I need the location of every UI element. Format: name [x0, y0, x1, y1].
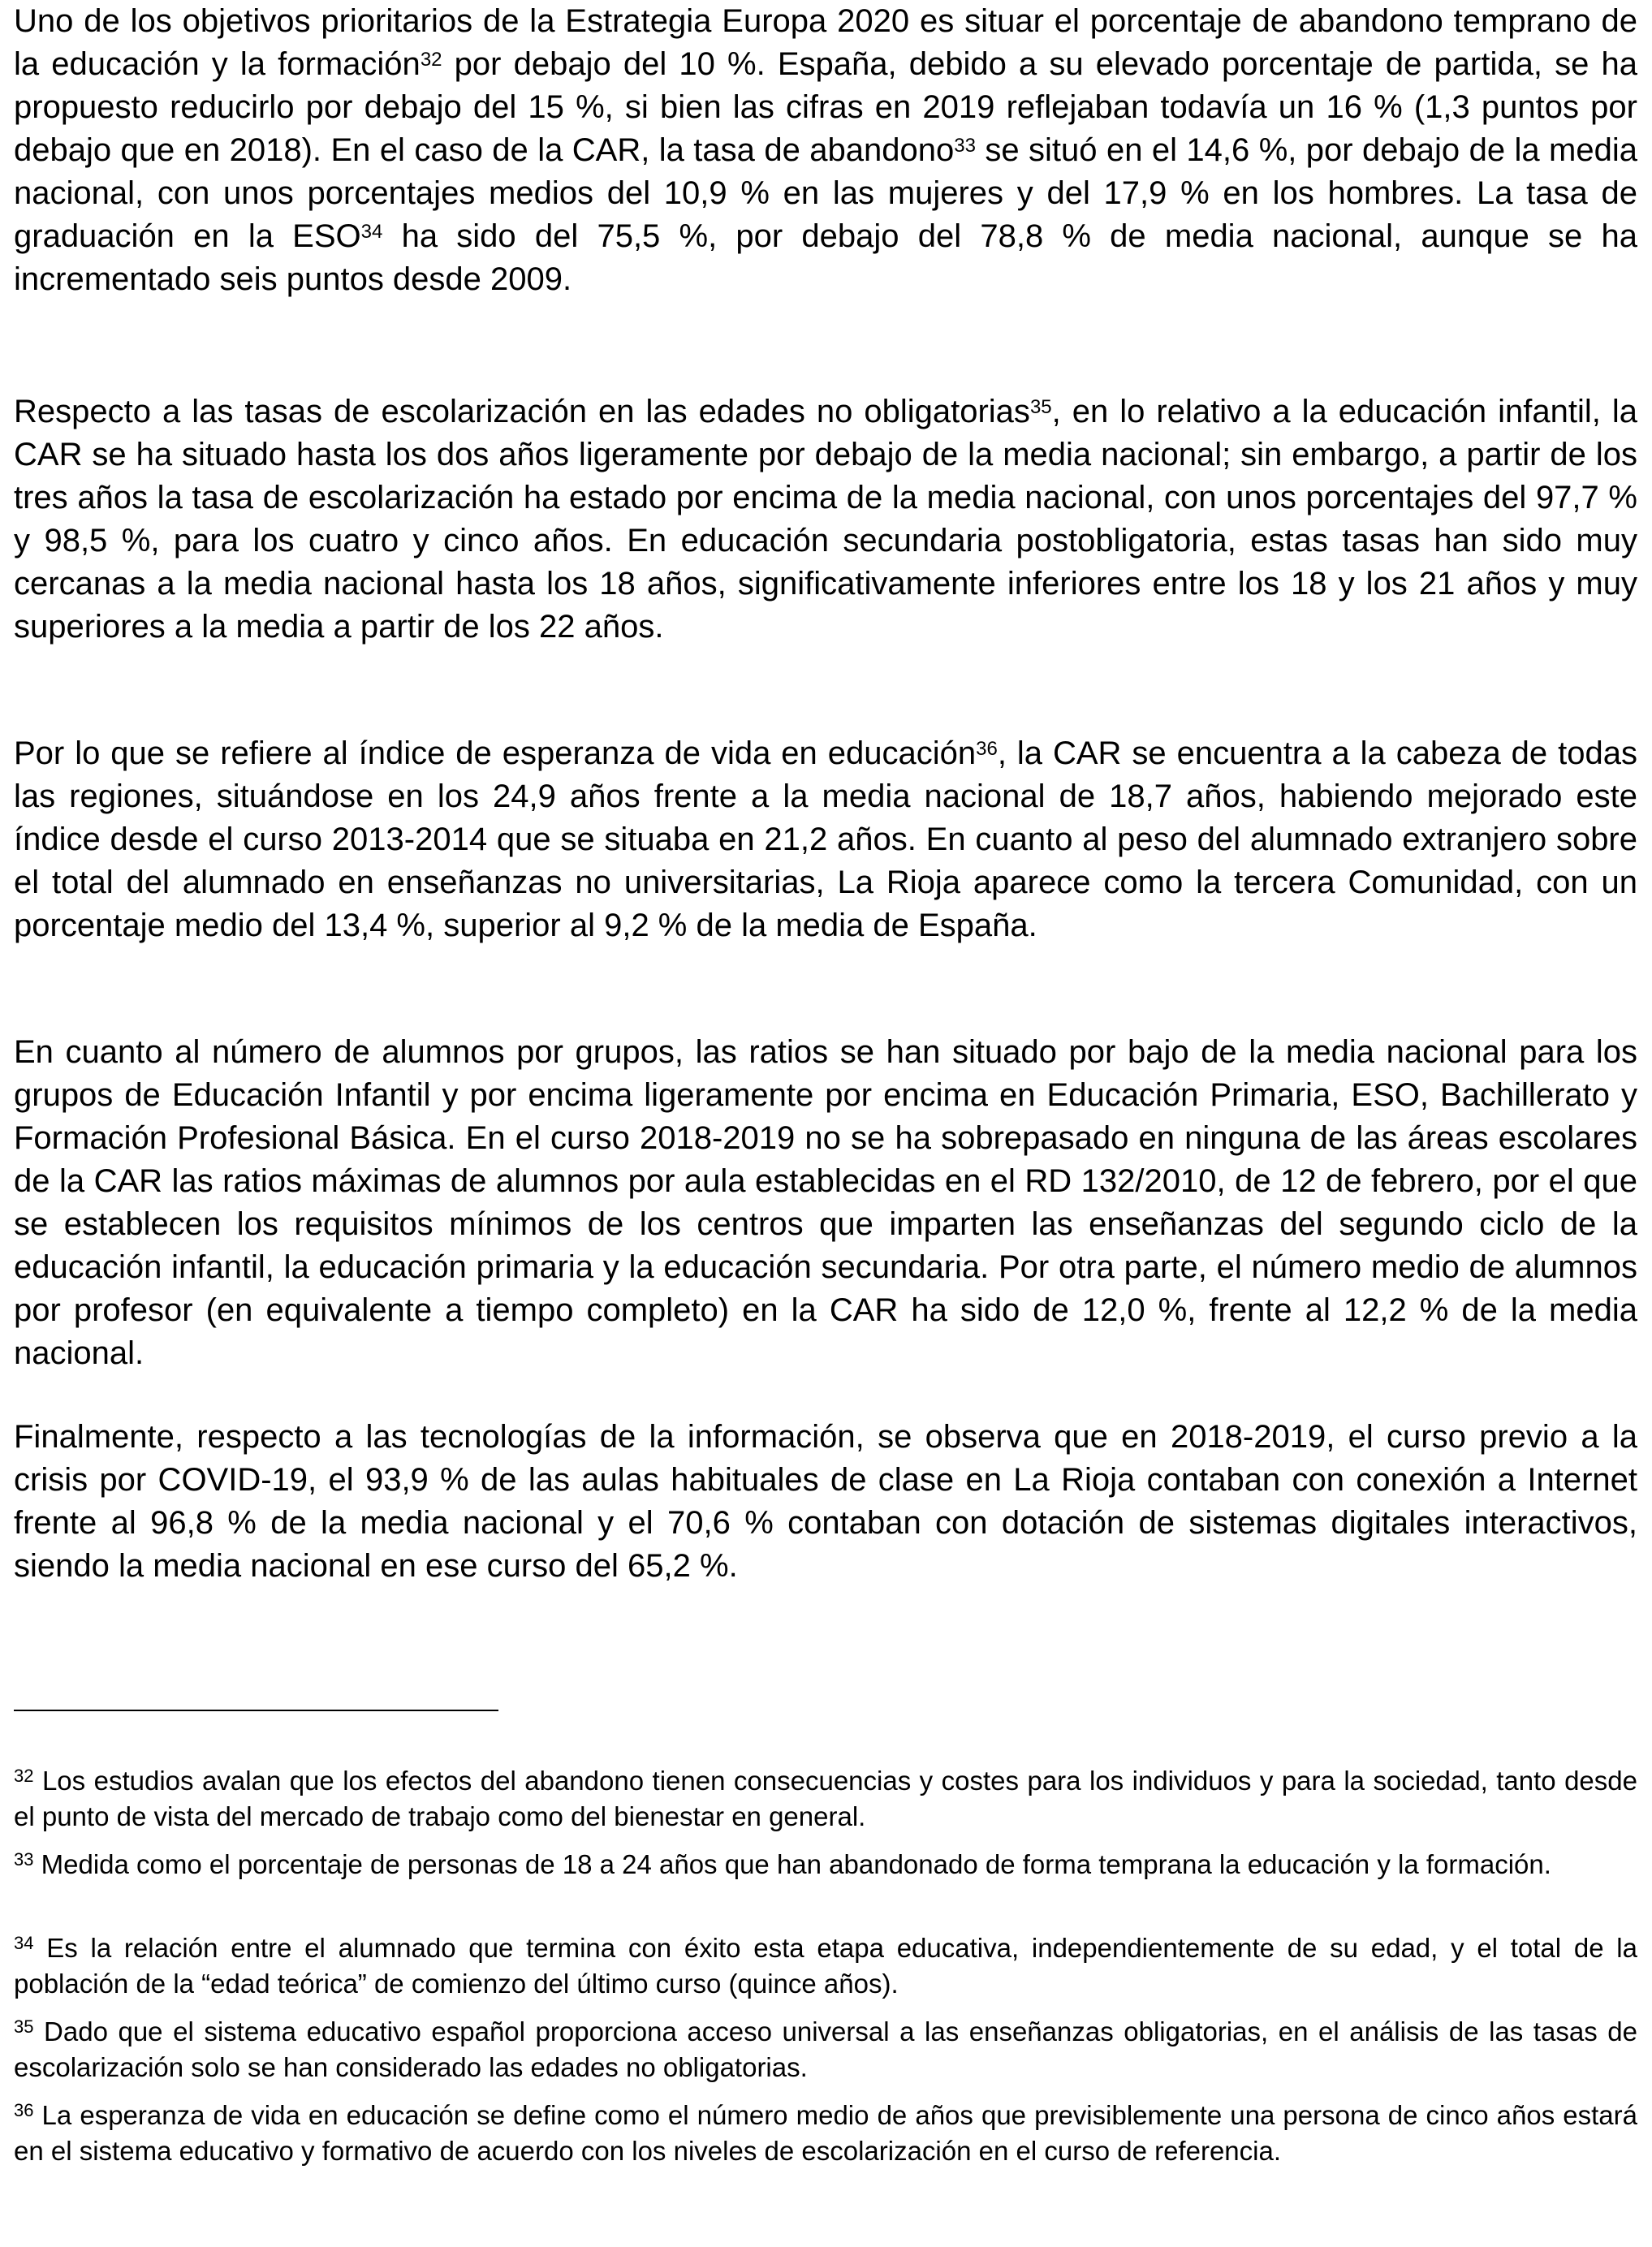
paragraph-abandono: [14, 0, 1637, 301]
footnote-ref-32[interactable]: 32: [420, 49, 442, 71]
footnote-text: Dado que el sistema educativo español proporciona acceso universal a las enseñanzas obligatorias, en el análisis de las tasas de escolarización solo se han considerado las edades no obligatorias.: [14, 2016, 1637, 2082]
footnote-text: Los estudios avalan que los efectos del abandono tienen consecuencias y costes para los individuos y para la sociedad, tanto desde el punto de vista del mercado de trabajo como del bienestar en general.: [14, 1766, 1637, 1831]
footnote-text: Es la relación entre el alumnado que termina con éxito esta etapa educativa, independientemente de su edad, y el total de la población de la “edad teórica” de comienzo del último curso (quince años).: [14, 1933, 1637, 1999]
footnote-ref-36[interactable]: 36: [976, 738, 998, 760]
paragraph-text: Finalmente, respecto a las tecnologías de la información, se observa que en 2018-2019, el curso previo a la crisis por COVID-19, el 93,9 % de las aulas habituales de clase en La Rioja contaban con conexión a Internet frente al 96,8 % de la media nacional y el 70,6 % contaban con dotación de sistemas digitales interactivos, siendo la media nacional en ese curso del 65,2 %.: [14, 1419, 1637, 1584]
footnote-number: 34: [14, 1933, 34, 1953]
paragraph-text: , en lo relativo a la educación infantil, la CAR se ha situado hasta los dos años ligeramente por debajo de la media nacional; sin embargo, a partir de los tres años la tasa de escolarización ha estado por encima de la media nacional, con unos porcentajes del 97,7 % y 98,5 %, para los cuatro y cinco años. En educación secundaria postobligatoria, estas tasas han sido muy cercanas a la media nacional hasta los 18 años, significativamente inferiores entre los 18 y los 21 años y muy superiores a la media a partir de los 22 años.: [14, 394, 1638, 645]
footnote-separator: [14, 1710, 498, 1711]
footnote-33: [14, 1847, 1637, 1883]
paragraph-tecnologias: [14, 1416, 1637, 1588]
paragraph-esperanza-vida: [14, 732, 1637, 947]
footnote-ref-33[interactable]: 33: [954, 135, 976, 157]
footnote-ref-35[interactable]: 35: [1029, 396, 1052, 418]
footnote-36: [14, 2098, 1637, 2169]
paragraph-text: por debajo del 10 %. España, debido a su elevado porcentaje de partida, se ha propuesto reducirlo por debajo del 15 %, si bien las cifras en 2019 reflejaban todavía un 16 % (1,3 puntos por debajo que en 2018). En el caso de la CAR, la tasa de abandono: [14, 46, 1637, 168]
footnote-ref-34[interactable]: 34: [360, 221, 383, 243]
footnote-text: Medida como el porcentaje de personas de 18 a 24 años que han abandonado de forma temprana la educación y la formación.: [33, 1849, 1551, 1879]
footnote-number: 32: [14, 1766, 34, 1786]
footnote-number: 36: [14, 2100, 34, 2120]
paragraph-text: En cuanto al número de alumnos por grupos, las ratios se han situado por bajo de la media nacional para los grupos de Educación Infantil y por encima ligeramente por encima en Educación Primaria, ESO, Bachillerato y Formación Profesional Básica. En el curso 2018-2019 no se ha sobrepasado en ninguna de las áreas escolares de la CAR las ratios máximas de alumnos por aula establecidas en el RD 132/2010, de 12 de febrero, por el que se establecen los requisitos mínimos de los centros que imparten las enseñanzas del segundo ciclo de la educación infantil, la educación primaria y la educación secundaria. Por otra parte, el número medio de alumnos por profesor (en equivalente a tiempo completo) en la CAR ha sido de 12,0 %, frente al 12,2 % de la media nacional.: [14, 1034, 1637, 1371]
footnote-text: La esperanza de vida en educación se define como el número medio de años que previsiblemente una persona de cinco años estará en el sistema educativo y formativo de acuerdo con los niveles de escolarización en el curso de referencia.: [14, 2100, 1637, 2166]
footnote-number: 35: [14, 2016, 34, 2037]
paragraph-text: Uno de los objetivos prioritarios de la Estrategia Europa 2020 es situar el porcentaje de abandono temprano de la educación y la formación: [14, 3, 1637, 82]
footnote-32: [14, 1763, 1637, 1835]
footnote-34: [14, 1930, 1637, 2002]
footnote-number: 33: [14, 1849, 34, 1870]
paragraph-text: , la CAR se encuentra a la cabeza de todas las regiones, situándose en los 24,9 años frente a la media nacional de 18,7 años, habiendo mejorado este índice desde el curso 2013-2014 que se situaba en 21,2 años. En cuanto al peso del alumnado extranjero sobre el total del alumnado en enseñanzas no universitarias, La Rioja aparece como la tercera Comunidad, con un porcentaje medio del 13,4 %, superior al 9,2 % de la media de España.: [14, 735, 1637, 943]
footnote-35: [14, 2014, 1637, 2085]
paragraph-text: se situó en el 14,6 %, por debajo de la media nacional, con unos porcentajes medios del 10,9 % en las mujeres y del 17,9 % en los hombres. La tasa de graduación en la ESO: [14, 132, 1638, 254]
paragraph-text: Por lo que se refiere al índice de esperanza de vida en educación: [14, 735, 977, 771]
paragraph-ratios: [14, 1031, 1637, 1375]
paragraph-escolarizacion: [14, 390, 1637, 649]
paragraph-text: ha sido del 75,5 %, por debajo del 78,8 % de media nacional, aunque se ha incrementado seis puntos desde 2009.: [14, 218, 1637, 297]
paragraph-text: Respecto a las tasas de escolarización en las edades no obligatorias: [14, 394, 1030, 429]
